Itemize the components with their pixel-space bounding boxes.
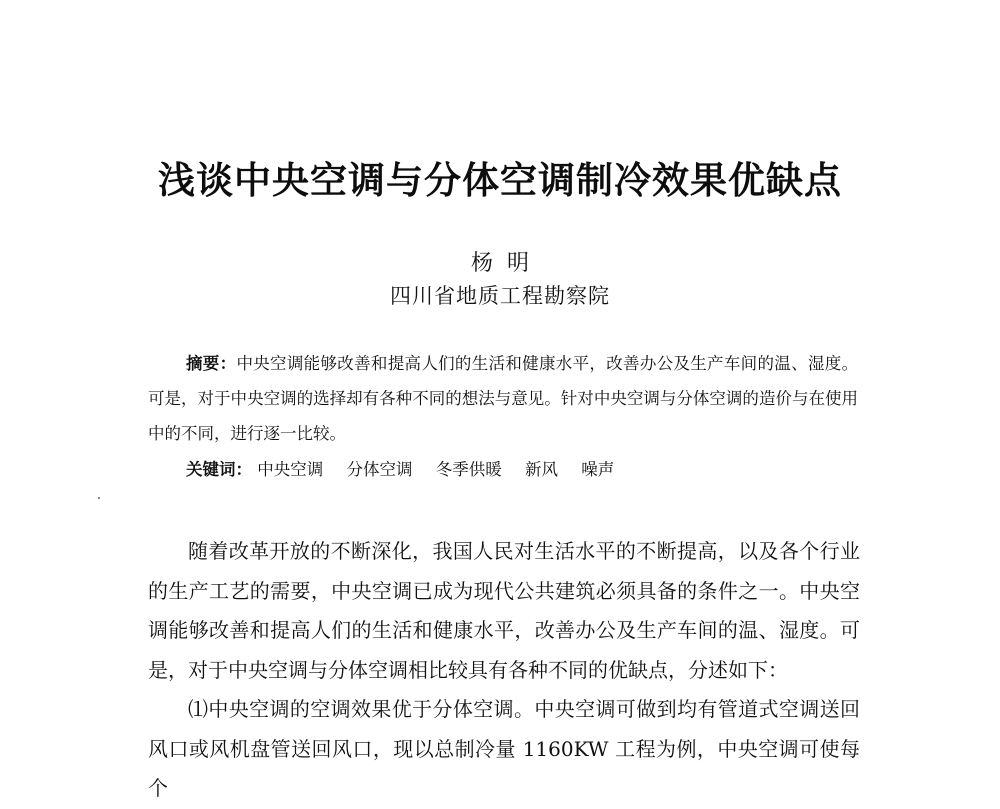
keyword-item: 中央空调: [257, 460, 324, 479]
body-paragraph: 随着改革开放的不断深化，我国人民对生活水平的不断提高，以及各个行业的生产工艺的需要，中央空调已成为现代公共建筑必须具备的条件之一。中央空调能够改善和提高人们的生活和健康水平，改善办公及生产车间的温、湿度。可是，对于中央空调与分体空调相比较具有各种不同的优缺点，分述如下：: [148, 539, 860, 682]
keyword-item: 噪声: [581, 460, 615, 479]
keyword-item: 分体空调: [346, 460, 413, 479]
keywords: [186, 455, 866, 485]
abstract-text: 中央空调能够改善和提高人们的生活和健康水平，改善办公及生产车间的温、湿度。可是，对于中央空调的选择却有各种不同的想法与意见。针对中央空调与分体空调的造价与在使用中的不同，进行逐一比较。: [148, 354, 859, 443]
abstract-label: 摘要：: [186, 354, 237, 373]
author-affiliation: 四川省地质工程勘察院: [390, 284, 610, 308]
keyword-item: 冬季供暖: [435, 460, 502, 479]
keywords-label: 关键词：: [186, 460, 252, 479]
body-paragraph: ⑴中央空调的空调效果优于分体空调。中央空调可做到均有管道式空调送回风口或风机盘管送回风口，现以总制冷量 1160KW 工程为例，中央空调可使每个: [148, 697, 860, 800]
paper-title: 浅谈中央空调与分体空调制冷效果优缺点: [158, 159, 842, 202]
body-text: [148, 532, 860, 809]
abstract: [148, 346, 858, 451]
author-name: 杨明: [470, 251, 543, 276]
scan-speck: [98, 497, 100, 499]
keyword-item: 新风: [525, 460, 558, 479]
